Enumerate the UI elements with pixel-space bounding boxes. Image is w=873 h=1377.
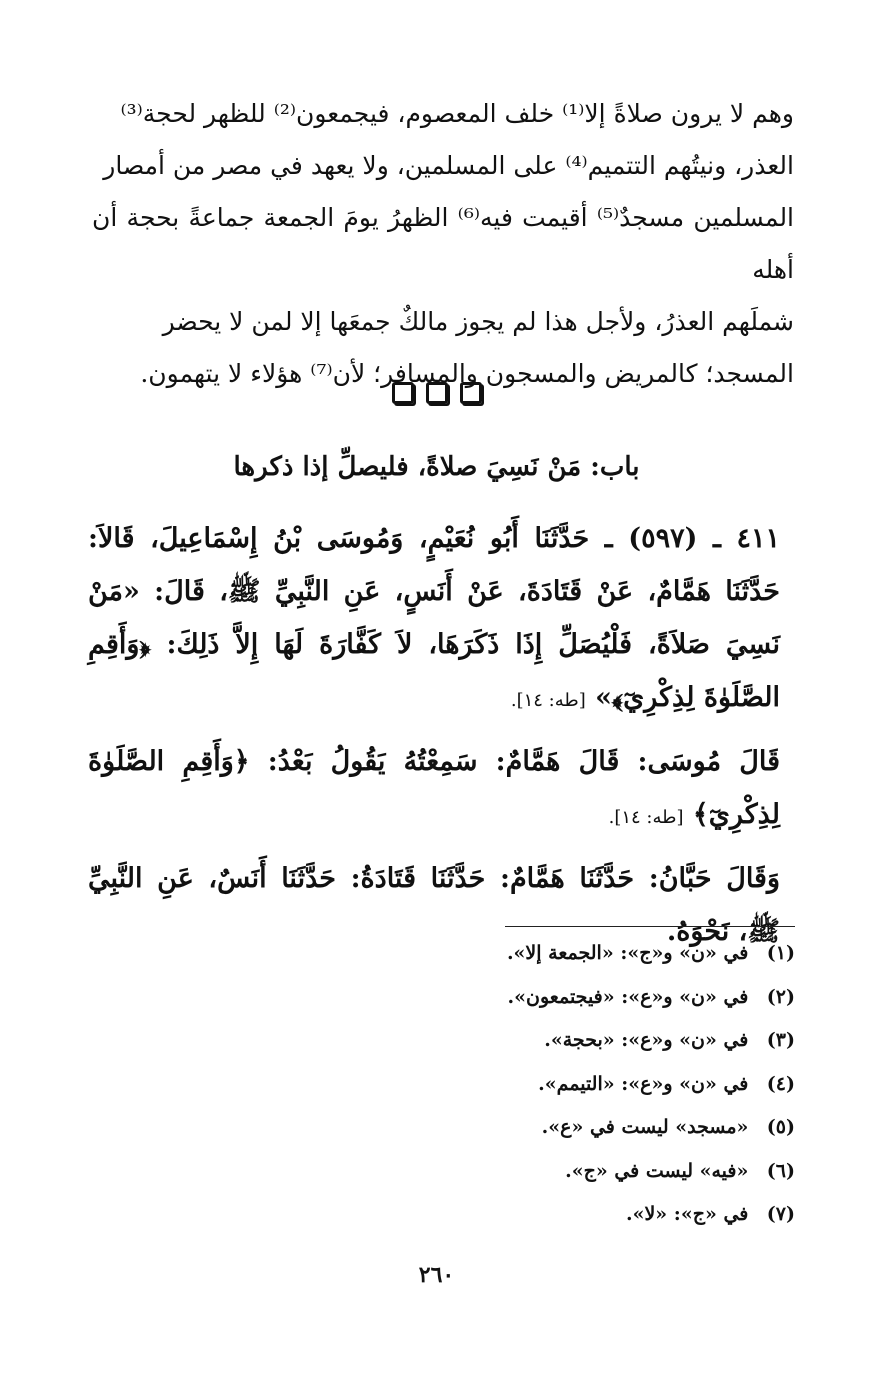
hadith-paragraph-1 (88, 512, 794, 727)
footnote-number: (٤) (766, 1072, 795, 1095)
footnote-text: في «ج»: «لا». (625, 1203, 749, 1225)
hadith-text: ٤١١ ـ (٥٩٧) ـ حَدَّثَنَا أَبُو نُعَيْمٍ، وَمُوسَى بْنُ إِسْمَاعِيلَ، قَالاَ: حَدَّثَنَا هَمَّامٌ، عَنْ قَتَادَةَ، عَنْ أَنَسٍ، عَنِ النَّبِيِّ ﷺ، قَالَ: «مَنْ نَسِيَ صَلاَةً، فَلْيُصَلِّ إِذَا ذَكَرَهَا، لاَ كَفَّارَةَ لَهَا إِلاَّ ذَلِكَ: ﴿وَأَقِمِ الصَّلَوٰةَ لِذِكْرِيٓ﴾» (88, 523, 780, 713)
footnote-text: في «ن» و«ع»: «بحجة». (544, 1029, 749, 1051)
page-number: ٢٦٠ (418, 1262, 455, 1288)
footnote-text: في «ن» و«ج»: «الجمعة إلا». (506, 942, 749, 964)
footnote-text: «مسجد» ليست في «ع». (541, 1116, 749, 1138)
footnote-text: في «ن» و«ع»: «فيجتمعون». (507, 985, 749, 1008)
quran-reference: [طه: ١٤]. (608, 807, 684, 828)
footnote-item (300, 932, 795, 976)
body-line: وهم لا يرون صلاةً إلا⁽¹⁾ خلف المعصوم، فيجمعون⁽²⁾ للظهر لحجة⁽³⁾ (120, 99, 794, 128)
footnote-text: «فيه» ليست في «ج». (565, 1159, 749, 1182)
footnote-item (300, 1106, 795, 1150)
footnote-number: (٦) (766, 1159, 795, 1182)
body-line: شملَهم العذرُ، ولأجل هذا لم يجوز مالكٌ جمعَها إلا لمن لا يحضر (162, 307, 794, 336)
chapter-heading: باب: مَنْ نَسِيَ صلاةً، فليصلِّ إذا ذكرها (233, 452, 640, 482)
footnote-number: (١) (766, 942, 795, 964)
footnote-divider (505, 926, 795, 927)
footnote-number: (٧) (766, 1203, 795, 1225)
footnote-item (300, 1193, 795, 1237)
footnote-number: (٥) (766, 1116, 795, 1138)
footnote-item (300, 1063, 795, 1107)
hadith-block (88, 512, 794, 966)
footnote-number: (٣) (766, 1029, 795, 1051)
footnote-number: (٢) (766, 985, 795, 1008)
separator-square-icon (460, 382, 482, 404)
hadith-paragraph-3: وَقَالَ حَبَّانُ: حَدَّثَنَا هَمَّامٌ: حَدَّثَنَا قَتَادَةُ: حَدَّثَنَا أَنَسٌ، عَنِ النَّبِيِّ ﷺ، نَحْوَهُ. (88, 863, 780, 947)
hadith-paragraph-2 (88, 735, 794, 844)
body-line: المسجد؛ كالمريض والمسجون والمسافر؛ لأن⁽⁷⁾ هؤلاء لا يتهمون. (140, 359, 794, 388)
separator-square-icon (392, 382, 414, 404)
body-text (92, 88, 794, 400)
hadith-text: قَالَ مُوسَى: قَالَ هَمَّامٌ: سَمِعْتُهُ يَقُولُ بَعْدُ: ﴿وَأَقِمِ الصَّلَوٰةَ لِذِكْرِيٓ﴾ (88, 746, 780, 830)
footnote-item (300, 1019, 795, 1063)
footnote-item (300, 976, 795, 1020)
footnotes-list (300, 932, 795, 1237)
body-line: المسلمين مسجدٌ⁽⁵⁾ أقيمت فيه⁽⁶⁾ الظهرُ يومَ الجمعة جماعةً بحجة أن أهله (92, 203, 795, 284)
separator-square-icon (426, 382, 448, 404)
body-line: العذر، ونيتُهم التتميم⁽⁴⁾ على المسلمين، ولا يعهد في مصر من أمصار (103, 151, 794, 180)
quran-reference: [طه: ١٤]. (510, 690, 586, 711)
section-separator (0, 382, 873, 404)
footnote-text: في «ن» و«ع»: «التيمم». (538, 1072, 749, 1095)
footnote-item (300, 1150, 795, 1194)
